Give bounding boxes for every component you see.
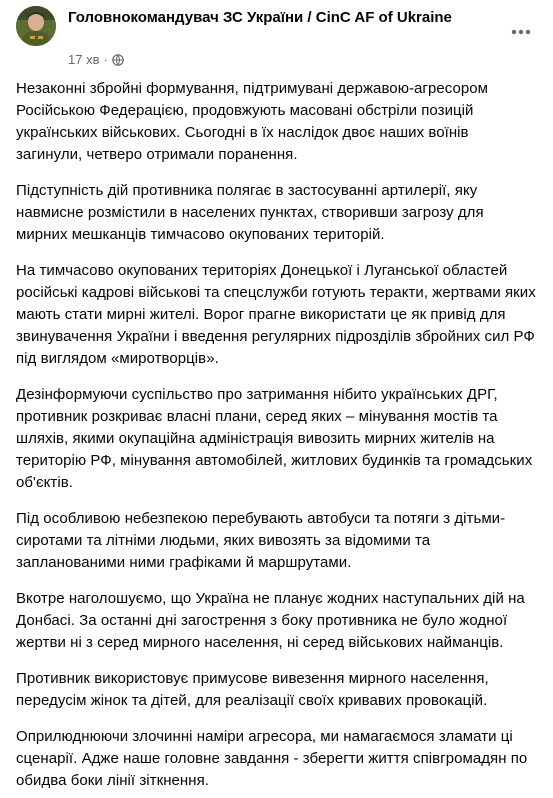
more-options-button[interactable]: [503, 14, 539, 50]
post-paragraph: Незаконні збройні формування, підтримувані державою-агресором Російською Федерацією, продовжують масовані обстріли позицій українських військових. Сьогодні в їх наслідок двоє наших воїнів загинули, четверо отримали поранення.: [16, 80, 488, 163]
avatar-image: [16, 6, 56, 46]
post-meta: [68, 52, 124, 68]
post-paragraph: Під особливою небезпекою перебувають автобуси та потяги з дітьми-сиротами та літніми людьми, яких вивозять за відомими та запланованими ними графіками й маршрутами.: [16, 510, 506, 571]
post-paragraph: Дезінформуючи суспільство про затримання нібито українських ДРГ, противник розкриває власні плани, серед яких – мінування мостів та шляхів, якими окупаційна адміністрація вивозить мирних жителів на територію РФ, мінування автомобілей, житлових будинків та громадських об'єктів.: [16, 386, 533, 491]
post-paragraph: На тимчасово окупованих територіях Донецької і Луганської областей російські кадрові військові та спецслужби готують теракти, жертвами яких мають стати мирні жителі. Ворог прагне використати це як привід для звинувачення України і введення регулярних підрозділів збройних сил РФ під виглядом «миротворців».: [16, 262, 536, 367]
more-dots-icon: [511, 29, 531, 35]
post-paragraph: Противник використовує примусове вивезення мирного населення, передусім жінок та дітей, для реалізації своїх кривавих провокацій.: [16, 670, 489, 709]
post-paragraph: Вкотре наголошуємо, що Україна не планує жодних наступальних дій на Донбасі. За останні дні загострення з боку противника не було жодної жертви ні з серед мирного населення, ні серед військових найманців.: [16, 590, 525, 651]
author-name[interactable]: Головнокомандувач ЗС України / CinC AF of Ukraine: [68, 9, 452, 26]
post-body: [0, 72, 553, 792]
post-timestamp[interactable]: 17 хв: [68, 52, 100, 67]
meta-separator: ·: [103, 52, 108, 67]
post-paragraph: Підступність дій противника полягає в застосуванні артилерії, яку навмисне розмістили в населених пунктах, створивши загрозу для мирних мешканців тимчасово окупованих територій.: [16, 182, 484, 243]
author-avatar[interactable]: [16, 6, 56, 46]
globe-icon[interactable]: [112, 54, 124, 66]
post-header: [0, 0, 553, 72]
post-paragraph: Оприлюднюючи злочинні наміри агресора, ми намагаємося зламати ці сценарії. Адже наше головне завдання - зберегти життя співгромадян по обидва боки лінії зіткнення.: [16, 728, 528, 789]
